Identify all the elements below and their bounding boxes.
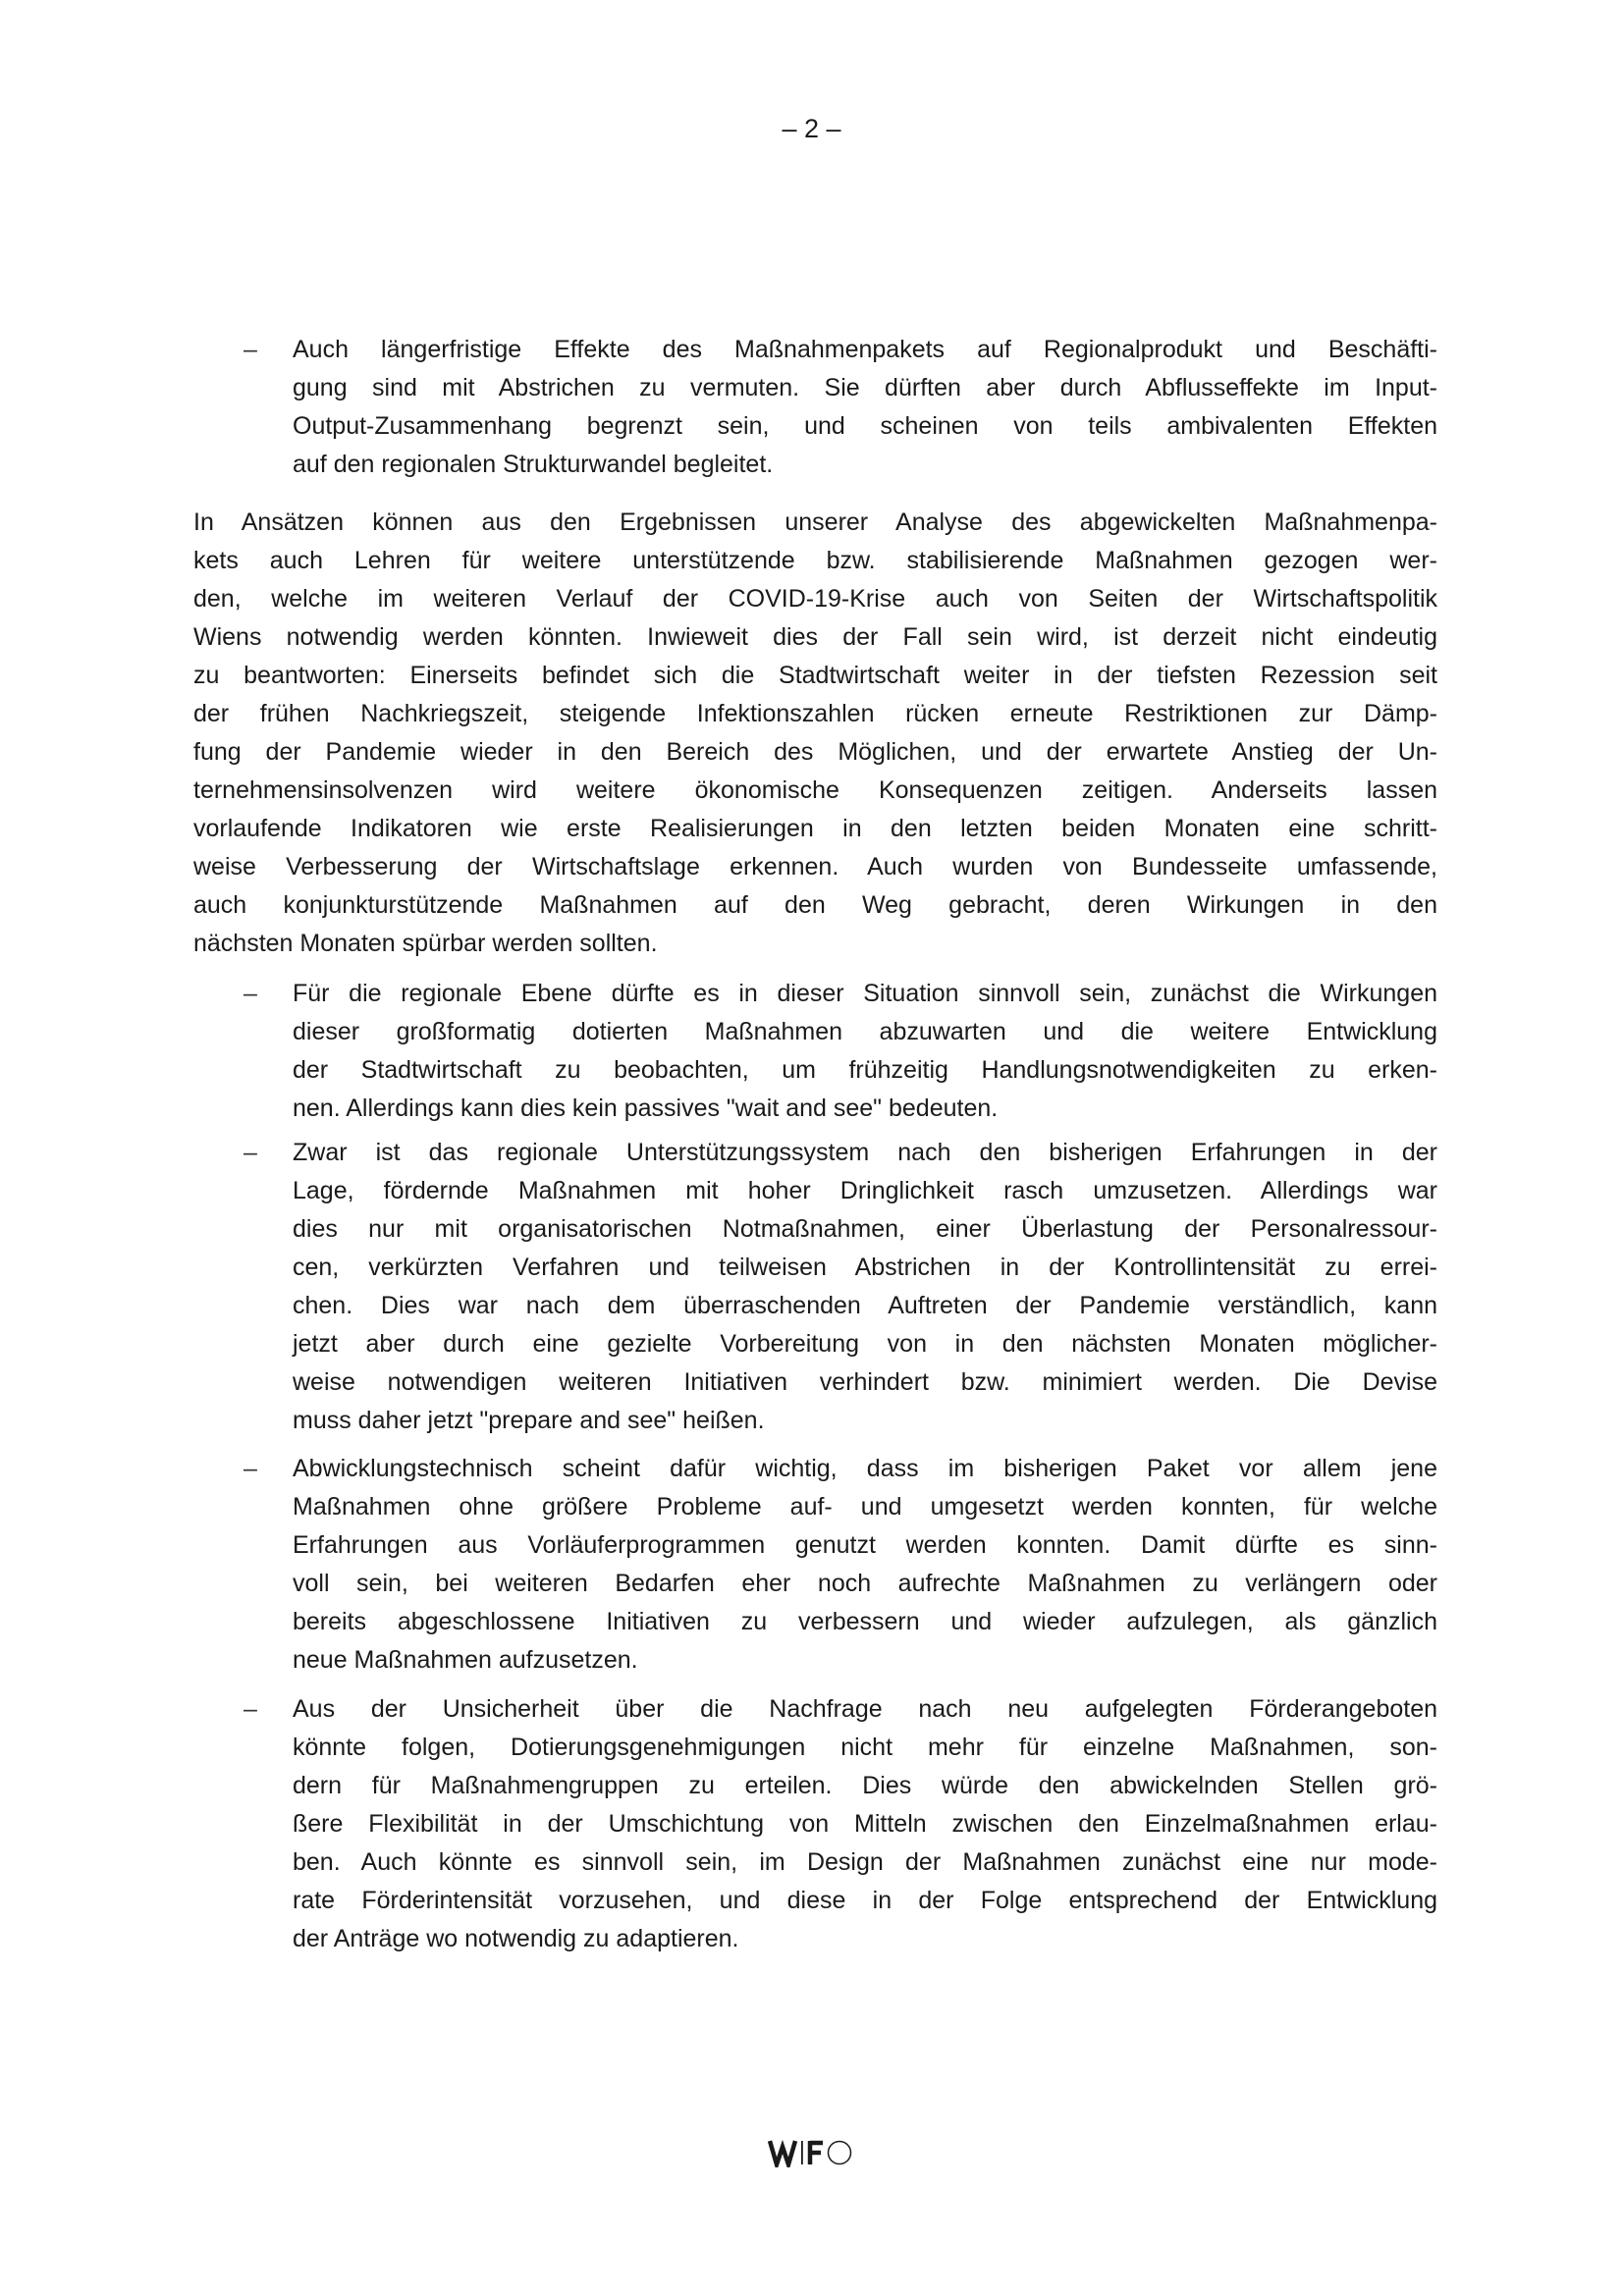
text-line: nächsten Monaten spürbar werden sollten. [193, 930, 658, 957]
bullet-dash: – [243, 1139, 257, 1166]
text-line: chen. Dies war nach dem überraschenden Auftreten der Pandemie verständlich, kann [293, 1292, 1437, 1319]
text-line: weise notwendigen weiteren Initiativen verhindert bzw. minimiert werden. Die Devise [293, 1368, 1437, 1396]
bullet-item [243, 331, 1437, 484]
bullet-item [243, 1450, 1437, 1680]
text-line: dern für Maßnahmengruppen zu erteilen. Dies würde den abwickelnden Stellen grö- [293, 1772, 1437, 1799]
text-line: auch konjunkturstützende Maßnahmen auf den Weg gebracht, deren Wirkungen in den [193, 891, 1437, 919]
bullet-dash: – [243, 1695, 257, 1723]
wifo-logo [0, 2138, 1623, 2172]
text-line: fung der Pandemie wieder in den Bereich des Möglichen, und der erwartete Anstieg der Un- [193, 738, 1437, 766]
text-line: Wiens notwendig werden könnten. Inwieweit dies der Fall sein wird, ist derzeit nicht eindeutig [193, 623, 1437, 651]
text-line: auf den regionalen Strukturwandel begleitet. [293, 451, 774, 478]
text-line: zu beantworten: Einerseits befindet sich die Stadtwirtschaft weiter in der tiefsten Rezession seit [193, 662, 1437, 689]
text-line: Lage, fördernde Maßnahmen mit hoher Dringlichkeit rasch umzusetzen. Allerdings war [293, 1177, 1437, 1204]
text-line: ternehmensinsolvenzen wird weitere ökonomische Konsequenzen zeitigen. Anderseits lassen [193, 776, 1437, 804]
bullet-dash: – [243, 980, 257, 1007]
text-line: Maßnahmen ohne größere Probleme auf- und umgesetzt werden konnten, für welche [293, 1493, 1437, 1521]
bullet-dash: – [243, 336, 257, 363]
bullet-item [243, 1134, 1437, 1440]
text-line: muss daher jetzt "prepare and see" heißen. [293, 1407, 765, 1434]
text-line: ßere Flexibilität in der Umschichtung von Mitteln zwischen den Einzelmaßnahmen erlau- [293, 1810, 1437, 1838]
text-line: voll sein, bei weiteren Bedarfen eher noch aufrechte Maßnahmen zu verlängern oder [293, 1570, 1437, 1597]
text-line: weise Verbesserung der Wirtschaftslage erkennen. Auch wurden von Bundesseite umfassende, [193, 853, 1437, 881]
bullet-dash: – [243, 1455, 257, 1482]
paragraph [193, 504, 1437, 963]
text-line: Abwicklungstechnisch scheint dafür wichtig, dass im bisherigen Paket vor allem jene [293, 1455, 1437, 1482]
text-line: neue Maßnahmen aufzusetzen. [293, 1646, 638, 1674]
text-line: dieser großformatig dotierten Maßnahmen abzuwarten und die weitere Entwicklung [293, 1018, 1437, 1045]
text-line: der Stadtwirtschaft zu beobachten, um frühzeitig Handlungsnotwendigkeiten zu erken- [293, 1056, 1437, 1084]
text-line: den, welche im weiteren Verlauf der COVID-19-Krise auch von Seiten der Wirtschaftspolitik [193, 585, 1437, 613]
text-line: nen. Allerdings kann dies kein passives "wait and see" bedeuten. [293, 1095, 999, 1122]
text-line: rate Förderintensität vorzusehen, und diese in der Folge entsprechend der Entwicklung [293, 1887, 1437, 1914]
bullet-item [243, 975, 1437, 1128]
text-line: cen, verkürzten Verfahren und teilweisen Abstrichen in der Kontrollintensität zu errei- [293, 1254, 1437, 1281]
text-line: ben. Auch könnte es sinnvoll sein, im Design der Maßnahmen zunächst eine nur mode- [293, 1848, 1437, 1876]
text-line: dies nur mit organisatorischen Notmaßnahmen, einer Überlastung der Personalressour- [293, 1215, 1437, 1243]
text-line: könnte folgen, Dotierungsgenehmigungen nicht mehr für einzelne Maßnahmen, son- [293, 1734, 1437, 1761]
text-line: Zwar ist das regionale Unterstützungssystem nach den bisherigen Erfahrungen in der [293, 1139, 1437, 1166]
text-line: bereits abgeschlossene Initiativen zu verbessern und wieder aufzulegen, als gänzlich [293, 1608, 1437, 1635]
text-line: der frühen Nachkriegszeit, steigende Infektionszahlen rücken erneute Restriktionen zur Dämp- [193, 700, 1437, 727]
text-line: vorlaufende Indikatoren wie erste Realisierungen in den letzten beiden Monaten eine schritt- [193, 815, 1437, 842]
text-line: jetzt aber durch eine gezielte Vorbereitung von in den nächsten Monaten möglicher- [293, 1330, 1437, 1358]
bullet-item [243, 1690, 1437, 1958]
text-line: Aus der Unsicherheit über die Nachfrage nach neu aufgelegten Förderangeboten [293, 1695, 1437, 1723]
text-line: kets auch Lehren für weitere unterstützende bzw. stabilisierende Maßnahmen gezogen wer- [193, 547, 1437, 574]
text-line: In Ansätzen können aus den Ergebnissen unserer Analyse des abgewickelten Maßnahmenpa- [193, 508, 1437, 536]
page-number: – 2 – [782, 114, 841, 143]
text-line: gung sind mit Abstrichen zu vermuten. Sie dürften aber durch Abflusseffekte im Input- [293, 374, 1437, 401]
text-line: Output-Zusammenhang begrenzt sein, und scheinen von teils ambivalenten Effekten [293, 412, 1437, 440]
text-line: Erfahrungen aus Vorläuferprogrammen genutzt werden konnten. Damit dürfte es sinn- [293, 1531, 1437, 1559]
text-line: Für die regionale Ebene dürfte es in dieser Situation sinnvoll sein, zunächst die Wirkungen [293, 980, 1437, 1007]
text-line: der Anträge wo notwendig zu adaptieren. [293, 1925, 739, 1952]
text-line: Auch längerfristige Effekte des Maßnahmenpakets auf Regionalprodukt und Beschäfti- [293, 336, 1437, 363]
